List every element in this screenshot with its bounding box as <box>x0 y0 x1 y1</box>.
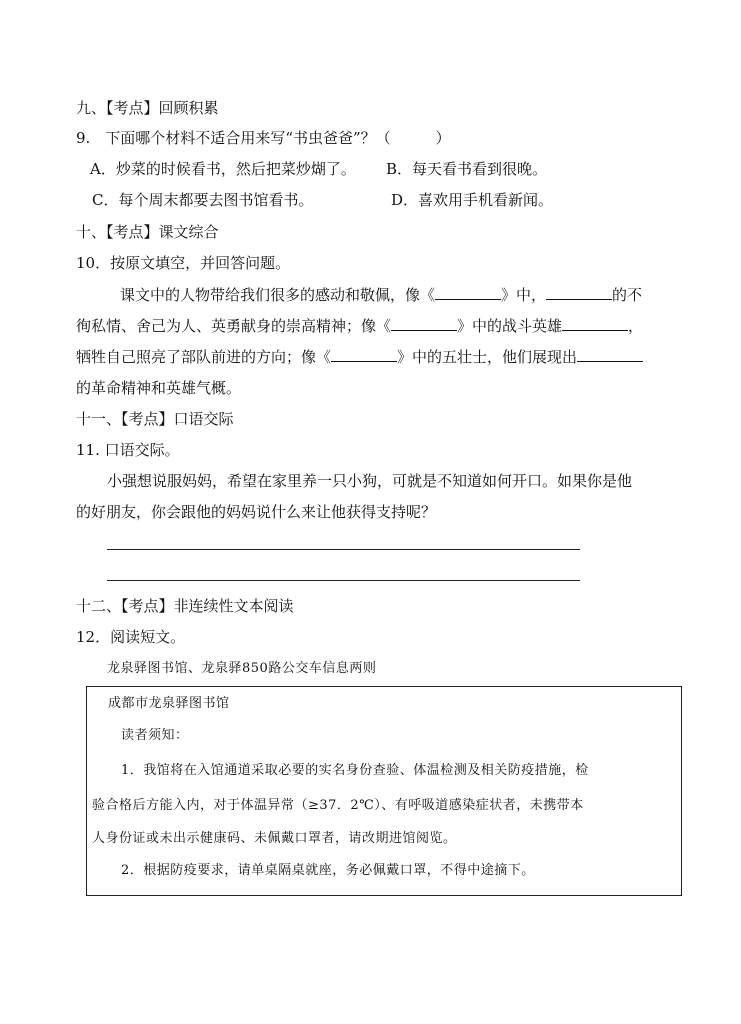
question-9: 9. 下面哪个材料不适合用来写“书虫爸爸”？（ ） <box>76 129 451 147</box>
paragraph-line: 小强想说服妈妈，希望在家里养一只小狗，可就是不知道如何开口。如果你是他 <box>107 472 633 490</box>
paragraph-line: 的好朋友，你会跟他的妈妈说什么来让他获得支持呢？ <box>76 503 437 521</box>
fill-text: 》中， <box>501 286 547 304</box>
fill-blank[interactable] <box>435 285 501 300</box>
fill-line-2 <box>76 316 643 336</box>
section-9-heading: 九、【考点】回顾积累 <box>76 99 219 117</box>
notice-title: 成都市龙泉驿图书馆 <box>108 696 230 711</box>
fill-text: 课文中的人物带给我们很多的感动和敬佩，像《 <box>120 286 436 304</box>
notice-rule-2: 2．根据防疫要求，请单桌隔桌就座，务必佩戴口罩，不得中途摘下。 <box>121 863 535 878</box>
fill-blank[interactable] <box>562 316 628 331</box>
question-12: 12．阅读短文。 <box>76 628 186 646</box>
fill-text: ， <box>628 317 644 335</box>
section-10-heading: 十、【考点】课文综合 <box>76 223 219 241</box>
fill-text: 》中的战斗英雄 <box>457 317 563 335</box>
fill-blank[interactable] <box>546 285 612 300</box>
notice-rule-1: 1．我馆将在入馆通道采取必要的实名身份查验、体温检测及相关防疫措施，检 <box>121 763 589 778</box>
notice-label: 读者须知： <box>121 728 189 743</box>
question-11: 11. 口语交际。 <box>76 441 180 459</box>
option-a: A．炒菜的时候看书，然后把菜炒煳了。 <box>90 160 356 178</box>
option-d: D．喜欢用手机看新闻。 <box>391 191 554 209</box>
fill-text: 的不 <box>612 286 643 304</box>
fill-blank[interactable] <box>577 347 643 362</box>
fill-text: 徇私情、舍己为人、英勇献身的崇高精神；像《 <box>76 317 392 335</box>
fill-line-1 <box>120 285 642 305</box>
notice-rule-1-cont: 人身份证或未出示健康码、未佩戴口罩者，请改期进馆阅览。 <box>92 831 457 846</box>
fill-line-3 <box>76 347 643 367</box>
answer-line[interactable] <box>107 580 580 581</box>
notice-rule-1-cont: 验合格后方能入内，对于体温异常（≥37．2℃）、有呼吸道感染症状者，未携带本 <box>92 798 584 813</box>
section-12-heading: 十二、【考点】非连续性文本阅读 <box>76 597 294 615</box>
option-c: C．每个周末都要去图书馆看书。 <box>92 191 314 209</box>
answer-line[interactable] <box>107 549 580 550</box>
section-11-heading: 十一、【考点】口语交际 <box>76 410 234 428</box>
fill-blank[interactable] <box>391 316 457 331</box>
fill-line-4: 的革命精神和英雄气概。 <box>76 379 242 397</box>
reading-subtitle: 龙泉驿图书馆、龙泉驿850路公交车信息两则 <box>107 661 377 676</box>
fill-text: 》中的五壮士，他们展现出 <box>397 348 578 366</box>
fill-text: 牺牲自己照亮了部队前进的方向；像《 <box>76 348 332 366</box>
question-10: 10．按原文填空，并回答问题。 <box>76 254 291 272</box>
option-b: B．每天看书看到很晚。 <box>386 160 548 178</box>
fill-blank[interactable] <box>331 347 397 362</box>
